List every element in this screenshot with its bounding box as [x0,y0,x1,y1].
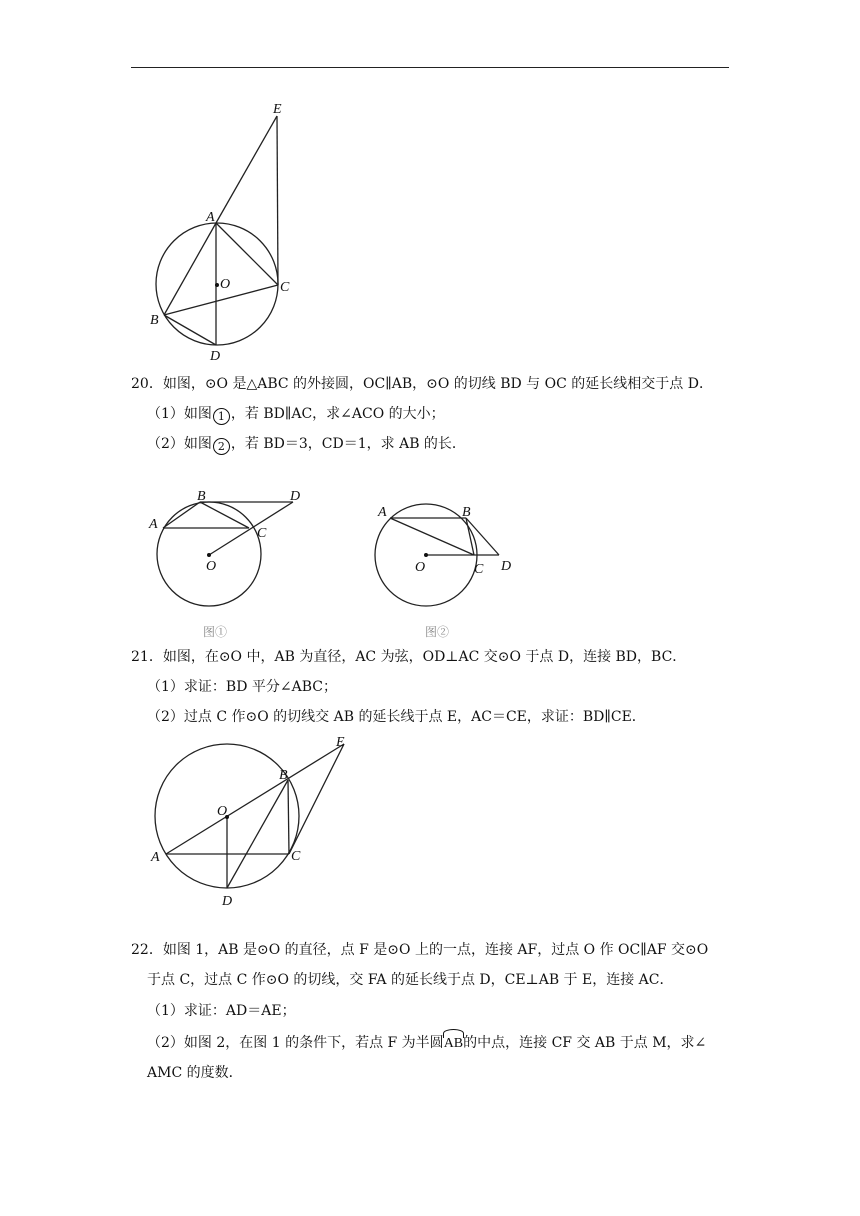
label-b: B [150,313,159,328]
figure-q21 [140,730,360,915]
label-c: C [474,562,484,577]
q22-line2: 于点 C，过点 C 作⊙O 的切线，交 FA 的延长线于点 D，CE⊥AB 于 E，连接 AC． [147,972,674,988]
q21-stem: 21．如图，在⊙O 中，AB 为直径，AC 为弦，OD⊥AC 交⊙O 于点 D，连接 BD，BC． [131,649,687,665]
label-b: B [279,768,288,783]
label-c: C [257,526,267,541]
label-b: B [197,489,206,504]
q20-part2: （2）如图 2 ，若 BD＝3，CD＝1，求 AB 的长． [147,436,466,453]
label-c: C [280,280,290,295]
label-d: D [501,559,512,574]
q20-part1: （1）如图 1 ，若 BD∥AC，求∠ACO 的大小； [147,406,445,423]
circled-number: 1 [213,408,230,425]
q21-part1: （1）求证：BD 平分∠ABC； [147,679,337,695]
q21-part2: （2）过点 C 作⊙O 的切线交 AB 的延长线于点 E，AC＝CE，求证：BD∥CE． [147,709,646,725]
label-d: D [210,349,221,364]
caption-fig2: 图② [425,625,450,639]
circled-number: 2 [213,438,230,455]
label-o: O [415,560,426,575]
label-a: A [206,210,215,225]
label-d: D [290,489,301,504]
label-a: A [151,850,160,865]
figure-q19 [140,95,320,370]
q22-line1: 22．如图 1，AB 是⊙O 的直径，点 F 是⊙O 上的一点，连接 AF，过点 O 作 OC∥AF 交⊙O [131,942,709,958]
q22-part2: （2）如图 2，在图 1 的条件下，若点 F 为半圆AB的中点，连接 CF 交 AB 于点 M，求∠ [147,1032,706,1054]
label-c: C [291,849,301,864]
figure-q20-1 [140,480,320,640]
q22-part2-cont: AMC 的度数． [147,1065,243,1081]
q22-part1: （1）求证：AD＝AE； [147,1003,296,1019]
figure-q20-2 [365,480,535,640]
label-a: A [378,505,387,520]
q20-stem: 20．如图，⊙O 是△ABC 的外接圆，OC∥AB，⊙O 的切线 BD 与 OC 的延长线相交于点 D． [131,376,713,392]
label-o: O [206,559,217,574]
header-rule [131,67,729,68]
label-o: O [217,804,228,819]
caption-fig1: 图① [203,625,228,639]
label-a: A [149,517,158,532]
label-b: B [462,505,471,520]
label-e: E [273,102,282,117]
arc-ab: AB [444,1032,463,1054]
label-o: O [220,277,231,292]
label-e: E [336,735,345,750]
label-d: D [222,894,233,909]
